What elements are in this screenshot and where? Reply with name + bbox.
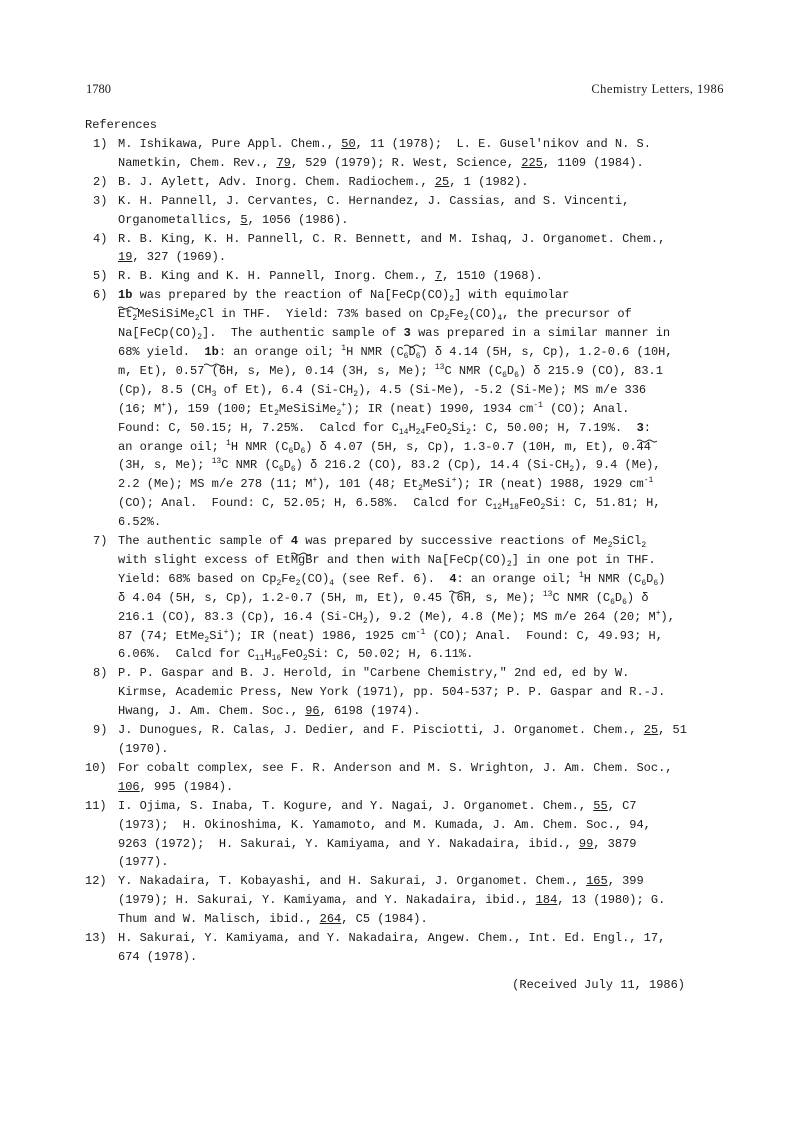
reference-line: H. Sakurai, Y. Kamiyama, and Y. Nakadaira, Angew. Chem., Int. Ed. Engl., 17, [118, 931, 666, 946]
reference-item [85, 230, 715, 268]
reference-item [85, 664, 715, 721]
reference-line: (CO); Anal. Found: C, 52.05; H, 6.58%. Calcd for $C_{12}H_{18}FeO_2Si$: C, 51.81; H, [118, 496, 661, 513]
reference-line: The authentic sample of 4 was prepared by successive reactions of $Me_2SiCl_2$ [118, 532, 715, 551]
reference-number: 7) [93, 534, 108, 549]
page-header [86, 82, 724, 100]
reference-number: 13) [85, 931, 107, 946]
reference-line: Kirmse, Academic Press, New York (1971), pp. 504-537; P. P. Gaspar and R.-J. [118, 685, 666, 700]
reference-line: B. J. Aylett, Adv. Inorg. Chem. Radiochem., 25, 1 (1982). [118, 174, 529, 189]
reference-number: 8) [93, 666, 108, 681]
compound-number: 1b [118, 286, 132, 305]
reference-line: 87 (74; EtMe$_2$Si+); IR (neat) 1986, 1925 $cm^{-1}$ (CO); Anal. Found: C, 49.93; H, [118, 627, 663, 645]
reference-line: Thum and W. Malisch, ibid., 264, C5 (1984). [118, 912, 428, 927]
wavy-underline [204, 363, 224, 367]
reference-line: Hwang, J. Am. Chem. Soc., 96, 6198 (1974). [118, 704, 421, 719]
references-list [85, 135, 715, 967]
reference-line: M. Ishikawa, Pure Appl. Chem., 50, 11 (1978); L. E. Gusel'nikov and N. S. [118, 137, 651, 151]
reference-item [85, 192, 715, 230]
reference-number: 6) [93, 288, 108, 303]
compound-number: 3 [637, 419, 644, 438]
compound-number: 3 [404, 324, 411, 343]
reference-line: (1979); H. Sakurai, Y. Kamiyama, and Y. Nakadaira, ibid., 184, 13 (1980); G. [118, 893, 666, 908]
reference-number: 11) [85, 798, 107, 813]
reference-line: 19, 327 (1969). [118, 250, 227, 265]
reference-line: I. Ojima, S. Inaba, T. Kogure, and Y. Nagai, J. Organomet. Chem., 55, C7 [118, 798, 637, 813]
reference-number: 5) [93, 269, 108, 284]
reference-line: 216.1 (CO), 83.3 (Cp), 16.4 $(Si-CH_2)$, 9.2 (Me), 4.8 (Me); MS m/e 264 (20; M+), [118, 608, 675, 626]
reference-line: 106, 995 (1984). [118, 779, 234, 794]
reference-line: 9263 (1972); H. Sakurai, Y. Kamiyama, and Y. Nakadaira, ibid., 99, 3879 [118, 836, 637, 851]
reference-line: P. P. Gaspar and B. J. Herold, in "Carbene Chemistry," 2nd ed, ed by W. [118, 666, 630, 681]
reference-item [85, 872, 715, 929]
reference-line: 2.2 (Me); MS m/e 278 (11; M+), 101 (48; $Et_2MeSi^+$); IR (neat) 1988, 1929 $cm^{-1}$ [118, 476, 654, 494]
reference-number: 9) [93, 723, 108, 738]
reference-line: (Cp), 8.5 ($CH_3$ of Et), 6.4 $(Si-CH_2)$, 4.5 (Si-Me), -5.2 (Si-Me); MS m/e 336 [118, 382, 647, 399]
reference-line: Nametkin, Chem. Rev., 79, 529 (1979); R. West, Science, 225, 1109 (1984). [118, 155, 644, 170]
reference-line: For cobalt complex, see F. R. Anderson and M. S. Wrighton, J. Am. Chem. Soc., [118, 760, 673, 775]
reference-line: m, Et), 0.57 (6H, s, Me), 0.14 (3H, s, Me); $^{13}$C NMR $(C_6D_6)$ δ 215.9 (CO), 83.1 [118, 362, 663, 380]
reference-line: $Na[FeCp(CO)_2]$. The authentic sample of 3 was prepared in a similar manner in [118, 324, 715, 343]
reference-line: 6.06%. Calcd for $C_{11}H_{16}FeO_2Si$: C, 50.02; H, 6.11%. [118, 647, 474, 664]
wavy-underline [291, 552, 311, 556]
reference-item [85, 267, 715, 286]
reference-line: (3H, s, Me); $^{13}$C NMR $(C_6D_6)$ δ 216.2 (CO), 83.2 (Cp), 14.4 $(Si-CH_2)$, 9.4 (Me), [118, 457, 661, 475]
reference-line: Found: C, 50.15; H, 7.25%. Calcd for $C_{14}H_{24}FeO_2Si_2$: C, 50.00; H, 7.19%. 3 : [118, 419, 715, 438]
reference-line: (1973); H. Okinoshima, K. Yamamoto, and M. Kumada, J. Am. Chem. Soc., 94, [118, 817, 651, 832]
reference-line: 1b was prepared by the reaction of $Na[FeCp(CO)_2]$ with equimolar [118, 286, 715, 305]
compound-number: 1b [204, 343, 218, 362]
reference-line: Organometallics, 5, 1056 (1986). [118, 212, 349, 227]
reference-item [85, 797, 715, 873]
received-date: (Received July 11, 1986) [512, 978, 685, 992]
compound-number: 4 [291, 532, 298, 551]
reference-line: 68% yield. 1b : an orange oil; $^1$H NMR $(C_6D_6)$ δ 4.14 (5H, s, Cp), 1.2-0.6 (10H, [118, 343, 715, 362]
wavy-underline [449, 590, 469, 594]
reference-line: δ 4.04 (5H, s, Cp), 1.2-0.7 (5H, m, Et), 0.45 (6H, s, Me); $^{13}$C NMR $(C_6D_6)$ δ [118, 589, 649, 607]
reference-line: (1977). [118, 855, 169, 870]
reference-line: K. H. Pannell, J. Cervantes, C. Hernandez, J. Cassias, and S. Vincenti, [118, 193, 630, 208]
reference-number: 4) [93, 231, 108, 246]
reference-line: with slight excess of EtMgBr and then with $Na[FeCp(CO)_2]$ in one pot in THF. [118, 552, 656, 569]
wavy-underline [637, 439, 657, 443]
page-number: 1780 [86, 82, 111, 96]
reference-number: 1) [93, 137, 108, 151]
reference-line: R. B. King and K. H. Pannell, Inorg. Chem., 7, 1510 (1968). [118, 269, 543, 284]
journal-title: Chemistry Letters, 1986 [591, 82, 724, 96]
reference-line: an orange oil; $^1$H NMR $(C_6D_6)$ δ 4.07 (5H, s, Cp), 1.3-0.7 (10H, m, Et), 0.44 [118, 438, 651, 456]
reference-line: (16; M+), 159 (100; $Et_2MeSiSiMe_2^+$); IR (neat) 1990, 1934 $cm^{-1}$ (CO); Anal. [118, 400, 630, 418]
compound-number: 4 [449, 570, 456, 589]
reference-line: (1970). [118, 742, 169, 756]
reference-item [85, 286, 715, 532]
reference-item [85, 929, 715, 967]
reference-number: 10) [85, 760, 107, 775]
wavy-underline [118, 306, 138, 310]
reference-item [85, 759, 715, 797]
reference-item [85, 532, 715, 664]
references-heading: References [85, 118, 158, 132]
reference-line: 6.52%. [118, 515, 162, 530]
reference-number: 12) [85, 874, 107, 889]
wavy-underline [404, 344, 424, 348]
reference-line: 674 (1978). [118, 949, 198, 964]
reference-number: 2) [93, 174, 108, 189]
reference-line: Yield: 68% based on $Cp_2Fe_2(CO)_4$ (see Ref. 6). 4 : an orange oil; $^1$H NMR $(C_6D_6)$ [118, 570, 715, 589]
reference-number: 3) [93, 193, 108, 208]
reference-line: $Et_2MeSiSiMe_2Cl$ in THF. Yield: 73% based on $Cp_2Fe_2(CO)_4$, the precursor of [118, 307, 632, 324]
reference-line: R. B. King, K. H. Pannell, C. R. Bennett, and M. Ishaq, J. Organomet. Chem., [118, 231, 666, 246]
reference-item [85, 721, 715, 759]
reference-item [85, 135, 715, 173]
reference-line: J. Dunogues, R. Calas, J. Dedier, and F. Pisciotti, J. Organomet. Chem., 25, 51 [118, 723, 687, 738]
reference-item [85, 173, 715, 192]
reference-line: Y. Nakadaira, T. Kobayashi, and H. Sakurai, J. Organomet. Chem., 165, 399 [118, 874, 644, 889]
